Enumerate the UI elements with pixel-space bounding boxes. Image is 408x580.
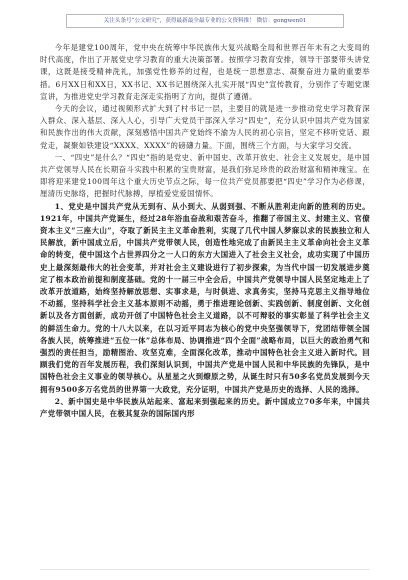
subsection-party-history: 1、党史是中国共产党从无到有、从小到大、从弱到强、不断从胜利走向新的胜利的历史。1921年，中国共产党诞生，经过28年浴血奋战和艰苦奋斗，推翻了帝国主义、封建主义、官僚资本主义“三座大山”，夺取了新民主主义革命胜利，实现了几代中国人梦寐以求的民族独立和人民解放，新中国成立后，中国共产党带领人民，创造性地完成了由新民主主义革命向社会主义革命的转变，使中国这个占世界四分之一人口的东方大国进入了社会主义社会，成功实现了中国历史上最深刻最伟大的社会变革，并对社会主义建设进行了初步探索，为当代中国一切发展进步奠定了根本政治前提和制度基础。党的十一届三中全会后，中国共产党领导中国人民坚定地走上了改革开放道路，始终坚持解放思想、实事求是，与时俱进、求真务实，坚持马克思主义指导地位不动摇，坚持科学社会主义基本原则不动摇，勇于推进理论创新、实践创新、制度创新、文化创新以及各方面创新，成功开创了中国特色社会主义道路，以不可辩驳的事实彰显了科学社会主义的鲜活生命力。党的十八大以来，在以习近平同志为核心的党中央坚强领导下，党团结带领全国各族人民，统筹推进“五位一体”总体布局、协调推进“四个全面”战略布局，以巨大的政治勇气和强烈的责任担当，励精图治、攻坚克难，全面深化改革，推动中国特色社会主义进入新时代。回顾我们党的百年发展历程，我们深刻认识到，中国共产党是中国人民和中华民族的先锋队，是中国特色社会主义事业的领导核心。从星星之火到燎原之势，从诞生时只有50多名党员发展到今天拥有9500多万名党员的世界第一大政党，充分证明，中国共产党是历史的选择、人民的选择。: [40, 201, 370, 394]
promo-banner: 关注头条号“公文研究”，获得最新最全最专业的公文资料推！ 微信：gongwen01: [66, 14, 344, 28]
paragraph-intro: 今年是建党100周年，党中央在统筹中华民族伟大复兴战略全局和世界百年未有之大变局的时代高度，作出了开展党史学习教育的重大决策部署。按照学习教育安排，领导干部要带头讲党课，这既是接受精神洗礼，加强党性修养的过程，也是统一思想意志、凝聚奋进力量的重要举措。6月XX日和XX日，XX书记、XX书记围绕深入扎实开展“四史”宣传教育，分别作了专题党课宣讲，为推进党史学习教育走深走实指明了方向，提供了遵循。: [40, 43, 370, 101]
paragraph-meeting-purpose: 今天的会议，通过视频形式扩大到了村书记一层，主要目的就是进一步推动党史学习教育深入群众、深入基层、深入人心，引导广大党员干部深入学习“四史”，充分认识中国共产党为国家和民族作出的伟大贡献，深刻感悟中国共产党始终不渝为人民的初心宗旨，坚定不移听党话、跟党走，凝聚如铁建设“XXXX、XXXX”的磅礴力量。下面，围绕三个方面，与大家学习交流。: [40, 104, 370, 150]
subsection-new-china-history: 2、新中国史是中华民族从站起来、富起来到强起来的历史。新中国成立70多年来，中国共产党带领中国人民，在极其复杂的国际国内形: [40, 396, 370, 419]
section-one-what-is-four-histories: 一、“四史”是什么？“四史”指的是党史、新中国史、改革开放史、社会主义发展史，是中国共产党领导人民在长期奋斗实践中积累的宝贵财富，是我们弥足珍贵的政治财富和精神瑰宝。在即将迎来建党100周年这个重大历史节点之际，每一位共产党员都要把“四史”学习作为必修课，厘清历史脉络，把握时代脉搏，厚植爱党爱国情怀。: [40, 152, 370, 199]
footer-divider: [40, 569, 370, 570]
document-body: [40, 42, 370, 420]
